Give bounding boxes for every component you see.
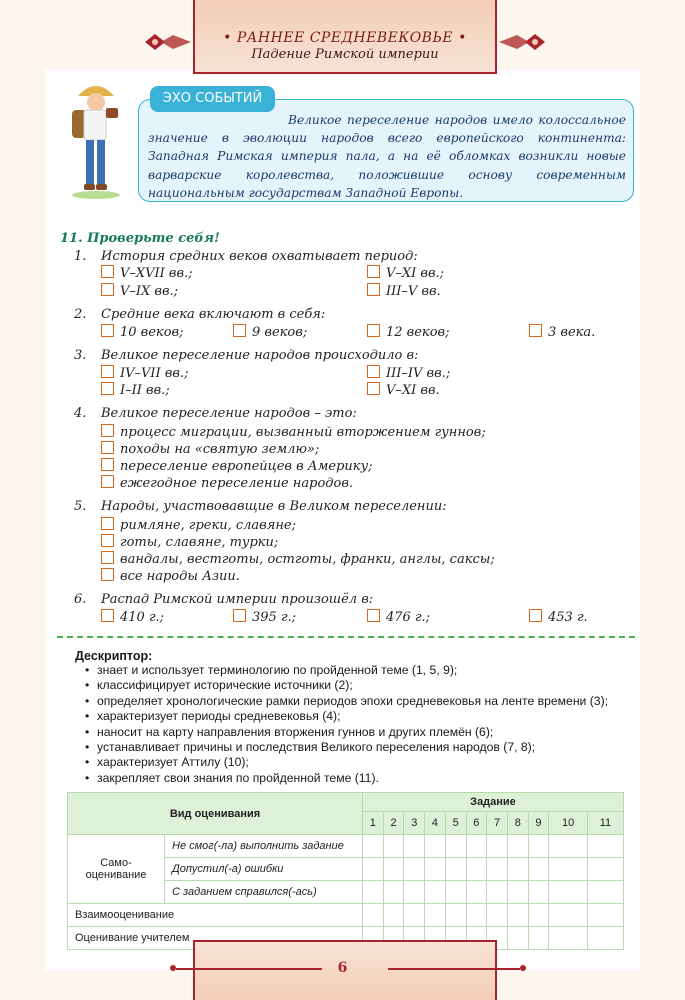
- answer-option[interactable]: процесс миграции, вызванный вторжением гуннов;: [101, 424, 486, 440]
- grade-cell[interactable]: [445, 881, 466, 904]
- answer-option[interactable]: V–XVII вв.;: [101, 265, 193, 281]
- descriptor-item: • классифицирует исторические источники (2);: [85, 678, 608, 693]
- answer-option[interactable]: все народы Азии.: [101, 568, 240, 584]
- grade-cell[interactable]: [404, 835, 425, 858]
- self-row-label: Допустил(-а) ошибки: [165, 858, 363, 881]
- checkbox[interactable]: [101, 475, 114, 488]
- question-4: 4. Великое переселение народов – это:: [74, 406, 357, 421]
- answer-option[interactable]: V–IX вв.;: [101, 283, 178, 299]
- grade-cell[interactable]: [487, 858, 508, 881]
- descriptor-item: • знает и использует терминологию по пройденной теме (1, 5, 9);: [85, 663, 608, 678]
- grade-cell[interactable]: [528, 927, 549, 950]
- question-text: Великое переселение народов – это:: [101, 406, 357, 421]
- grade-cell[interactable]: [383, 881, 404, 904]
- grade-cell[interactable]: [549, 927, 588, 950]
- answer-option[interactable]: походы на «святую землю»;: [101, 441, 319, 457]
- grade-cell[interactable]: [363, 835, 384, 858]
- checkbox[interactable]: [367, 382, 380, 395]
- answer-option[interactable]: 12 веков;: [367, 324, 449, 340]
- checkbox[interactable]: [367, 324, 380, 337]
- grade-cell[interactable]: [445, 904, 466, 927]
- checkbox[interactable]: [101, 382, 114, 395]
- grade-cell[interactable]: [466, 835, 487, 858]
- task-number: 10: [549, 812, 588, 835]
- grade-cell[interactable]: [445, 835, 466, 858]
- grade-cell[interactable]: [487, 881, 508, 904]
- checkbox[interactable]: [233, 609, 246, 622]
- echo-events-text: Великое переселение народов имело колоссальное значение в эволюции народов всего европейского континента: Западная Римская империя пала, а на её обломках возникли новые варварские королевства, положившие основу современным национальным государствам Западной Европы.: [148, 113, 626, 200]
- checkbox[interactable]: [101, 265, 114, 278]
- grade-cell[interactable]: [528, 858, 549, 881]
- checkbox[interactable]: [101, 609, 114, 622]
- grade-cell[interactable]: [425, 858, 446, 881]
- answer-option[interactable]: I–II вв.;: [101, 382, 170, 398]
- answer-option[interactable]: V–XI вв.;: [367, 265, 444, 281]
- grade-cell[interactable]: [466, 904, 487, 927]
- header-task: Задание: [363, 793, 624, 812]
- table-row: [68, 904, 624, 927]
- question-3: 3. Великое переселение народов происходило в:: [74, 348, 419, 363]
- teacher-assessment-label: Оценивание учителем: [68, 927, 363, 950]
- question-1: 1. История средних веков охватывает период:: [74, 249, 418, 264]
- checkbox[interactable]: [101, 568, 114, 581]
- descriptor-item: • устанавливает причины и последствия Великого переселения народов (7, 8);: [85, 740, 608, 755]
- chapter-header: [193, 0, 497, 74]
- question-text: История средних веков охватывает период:: [101, 249, 418, 264]
- task-number: 7: [487, 812, 508, 835]
- checkbox[interactable]: [529, 609, 542, 622]
- grade-cell[interactable]: [404, 858, 425, 881]
- answer-option[interactable]: римляне, греки, славяне;: [101, 517, 296, 533]
- task-number: 8: [507, 812, 528, 835]
- checkbox[interactable]: [367, 365, 380, 378]
- grade-cell[interactable]: [507, 858, 528, 881]
- dashed-divider: [57, 636, 635, 638]
- grade-cell[interactable]: [549, 835, 588, 858]
- peer-assessment-label: Взаимооценивание: [68, 904, 363, 927]
- descriptor-title: Дескриптор:: [75, 649, 153, 663]
- self-row-label: Не смог(-ла) выполнить задание: [165, 835, 363, 858]
- grade-cell[interactable]: [404, 881, 425, 904]
- grade-cell[interactable]: [383, 904, 404, 927]
- answer-option[interactable]: 410 г.;: [101, 609, 164, 625]
- right-ornament-icon: [497, 30, 547, 54]
- page-number: 6: [337, 960, 348, 976]
- task-number: 2: [383, 812, 404, 835]
- assessment-table: [67, 792, 624, 950]
- explorer-boy-illustration: [60, 78, 132, 202]
- grade-cell[interactable]: [425, 835, 446, 858]
- section-title: 11. Проверьте себя!: [60, 231, 220, 246]
- grade-cell[interactable]: [383, 835, 404, 858]
- grade-cell[interactable]: [466, 858, 487, 881]
- table-row: [68, 835, 624, 858]
- question-text: Распад Римской империи произошёл в:: [101, 592, 374, 607]
- task-number: 11: [587, 812, 623, 835]
- question-5: 5. Народы, участвовавщие в Великом переселении:: [74, 499, 447, 514]
- task-number: 1: [363, 812, 384, 835]
- grade-cell[interactable]: [404, 904, 425, 927]
- answer-option[interactable]: 10 веков;: [101, 324, 183, 340]
- task-number: 5: [445, 812, 466, 835]
- question-2: 2. Средние века включают в себя:: [74, 307, 326, 322]
- answer-option[interactable]: III–IV вв.;: [367, 365, 450, 381]
- grade-cell[interactable]: [363, 858, 384, 881]
- checkbox[interactable]: [101, 424, 114, 437]
- grade-cell[interactable]: [507, 904, 528, 927]
- grade-cell[interactable]: [549, 858, 588, 881]
- descriptor-item: • определяет хронологические рамки периодов эпохи средневековья на ленте времени (3);: [85, 694, 608, 709]
- answer-option[interactable]: 9 веков;: [233, 324, 307, 340]
- grade-cell[interactable]: [466, 881, 487, 904]
- grade-cell[interactable]: [363, 904, 384, 927]
- answer-option[interactable]: 453 г.: [529, 609, 588, 625]
- checkbox[interactable]: [101, 517, 114, 530]
- grade-cell[interactable]: [383, 858, 404, 881]
- descriptor-item: • наносит на карту направления вторжения гуннов и других племён (6);: [85, 725, 608, 740]
- answer-option[interactable]: V–XI вв.: [367, 382, 440, 398]
- answer-option[interactable]: 476 г.;: [367, 609, 430, 625]
- grade-cell[interactable]: [587, 835, 623, 858]
- checkbox[interactable]: [367, 283, 380, 296]
- grade-cell[interactable]: [507, 927, 528, 950]
- left-ornament-icon: [143, 30, 193, 54]
- grade-cell[interactable]: [528, 881, 549, 904]
- question-text: Средние века включают в себя:: [101, 307, 326, 322]
- question-text: Великое переселение народов происходило в:: [101, 348, 419, 363]
- task-number: 9: [528, 812, 549, 835]
- answer-option[interactable]: III–V вв.: [367, 283, 441, 299]
- grade-cell[interactable]: [587, 881, 623, 904]
- grade-cell[interactable]: [528, 835, 549, 858]
- descriptor-item: • закрепляет свои знания по пройденной теме (11).: [85, 771, 608, 786]
- task-number: 3: [404, 812, 425, 835]
- self-assessment-label: Само-оценивание: [68, 835, 165, 904]
- question-6: 6. Распад Римской империи произошёл в:: [74, 592, 374, 607]
- answer-option[interactable]: вандалы, вестготы, остготы, франки, англы, саксы;: [101, 551, 495, 567]
- answer-option[interactable]: IV–VII вв.;: [101, 365, 188, 381]
- checkbox[interactable]: [529, 324, 542, 337]
- task-number: 6: [466, 812, 487, 835]
- answer-option[interactable]: готы, славяне, турки;: [101, 534, 278, 550]
- grade-cell[interactable]: [363, 881, 384, 904]
- answer-option[interactable]: 3 века.: [529, 324, 595, 340]
- grade-cell[interactable]: [549, 881, 588, 904]
- checkbox[interactable]: [101, 324, 114, 337]
- grade-cell[interactable]: [445, 858, 466, 881]
- grade-cell[interactable]: [549, 904, 588, 927]
- answer-option[interactable]: 395 г.;: [233, 609, 296, 625]
- grade-cell[interactable]: [425, 881, 446, 904]
- question-text: Народы, участвовавщие в Великом переселении:: [101, 499, 447, 514]
- checkbox[interactable]: [101, 551, 114, 564]
- checkbox[interactable]: [367, 609, 380, 622]
- grade-cell[interactable]: [487, 904, 508, 927]
- echo-events-label: ЭХО СОБЫТИЙ: [150, 86, 275, 112]
- checkbox[interactable]: [367, 265, 380, 278]
- header-assessment-type: Вид оценивания: [68, 793, 363, 835]
- checkbox[interactable]: [233, 324, 246, 337]
- descriptor-list: [85, 663, 608, 786]
- grade-cell[interactable]: [587, 904, 623, 927]
- grade-cell[interactable]: [507, 835, 528, 858]
- checkbox[interactable]: [101, 365, 114, 378]
- grade-cell[interactable]: [425, 904, 446, 927]
- task-number: 4: [425, 812, 446, 835]
- descriptor-item: • характеризует периоды средневековья (4);: [85, 709, 608, 724]
- grade-cell[interactable]: [528, 904, 549, 927]
- answer-option[interactable]: ежегодное переселение народов.: [101, 475, 353, 491]
- grade-cell[interactable]: [587, 858, 623, 881]
- checkbox[interactable]: [101, 283, 114, 296]
- grade-cell[interactable]: [487, 835, 508, 858]
- checkbox[interactable]: [101, 458, 114, 471]
- checkbox[interactable]: [101, 534, 114, 547]
- answer-option[interactable]: переселение европейцев в Америку;: [101, 458, 373, 474]
- grade-cell[interactable]: [507, 881, 528, 904]
- chapter-subtitle: Падение Римской империи: [251, 47, 439, 62]
- grade-cell[interactable]: [587, 927, 623, 950]
- self-row-label: С заданием справился(-ась): [165, 881, 363, 904]
- checkbox[interactable]: [101, 441, 114, 454]
- descriptor-item: • характеризует Аттилу (10);: [85, 755, 608, 770]
- chapter-title: • РАННЕЕ СРЕДНЕВЕКОВЬЕ •: [223, 30, 467, 46]
